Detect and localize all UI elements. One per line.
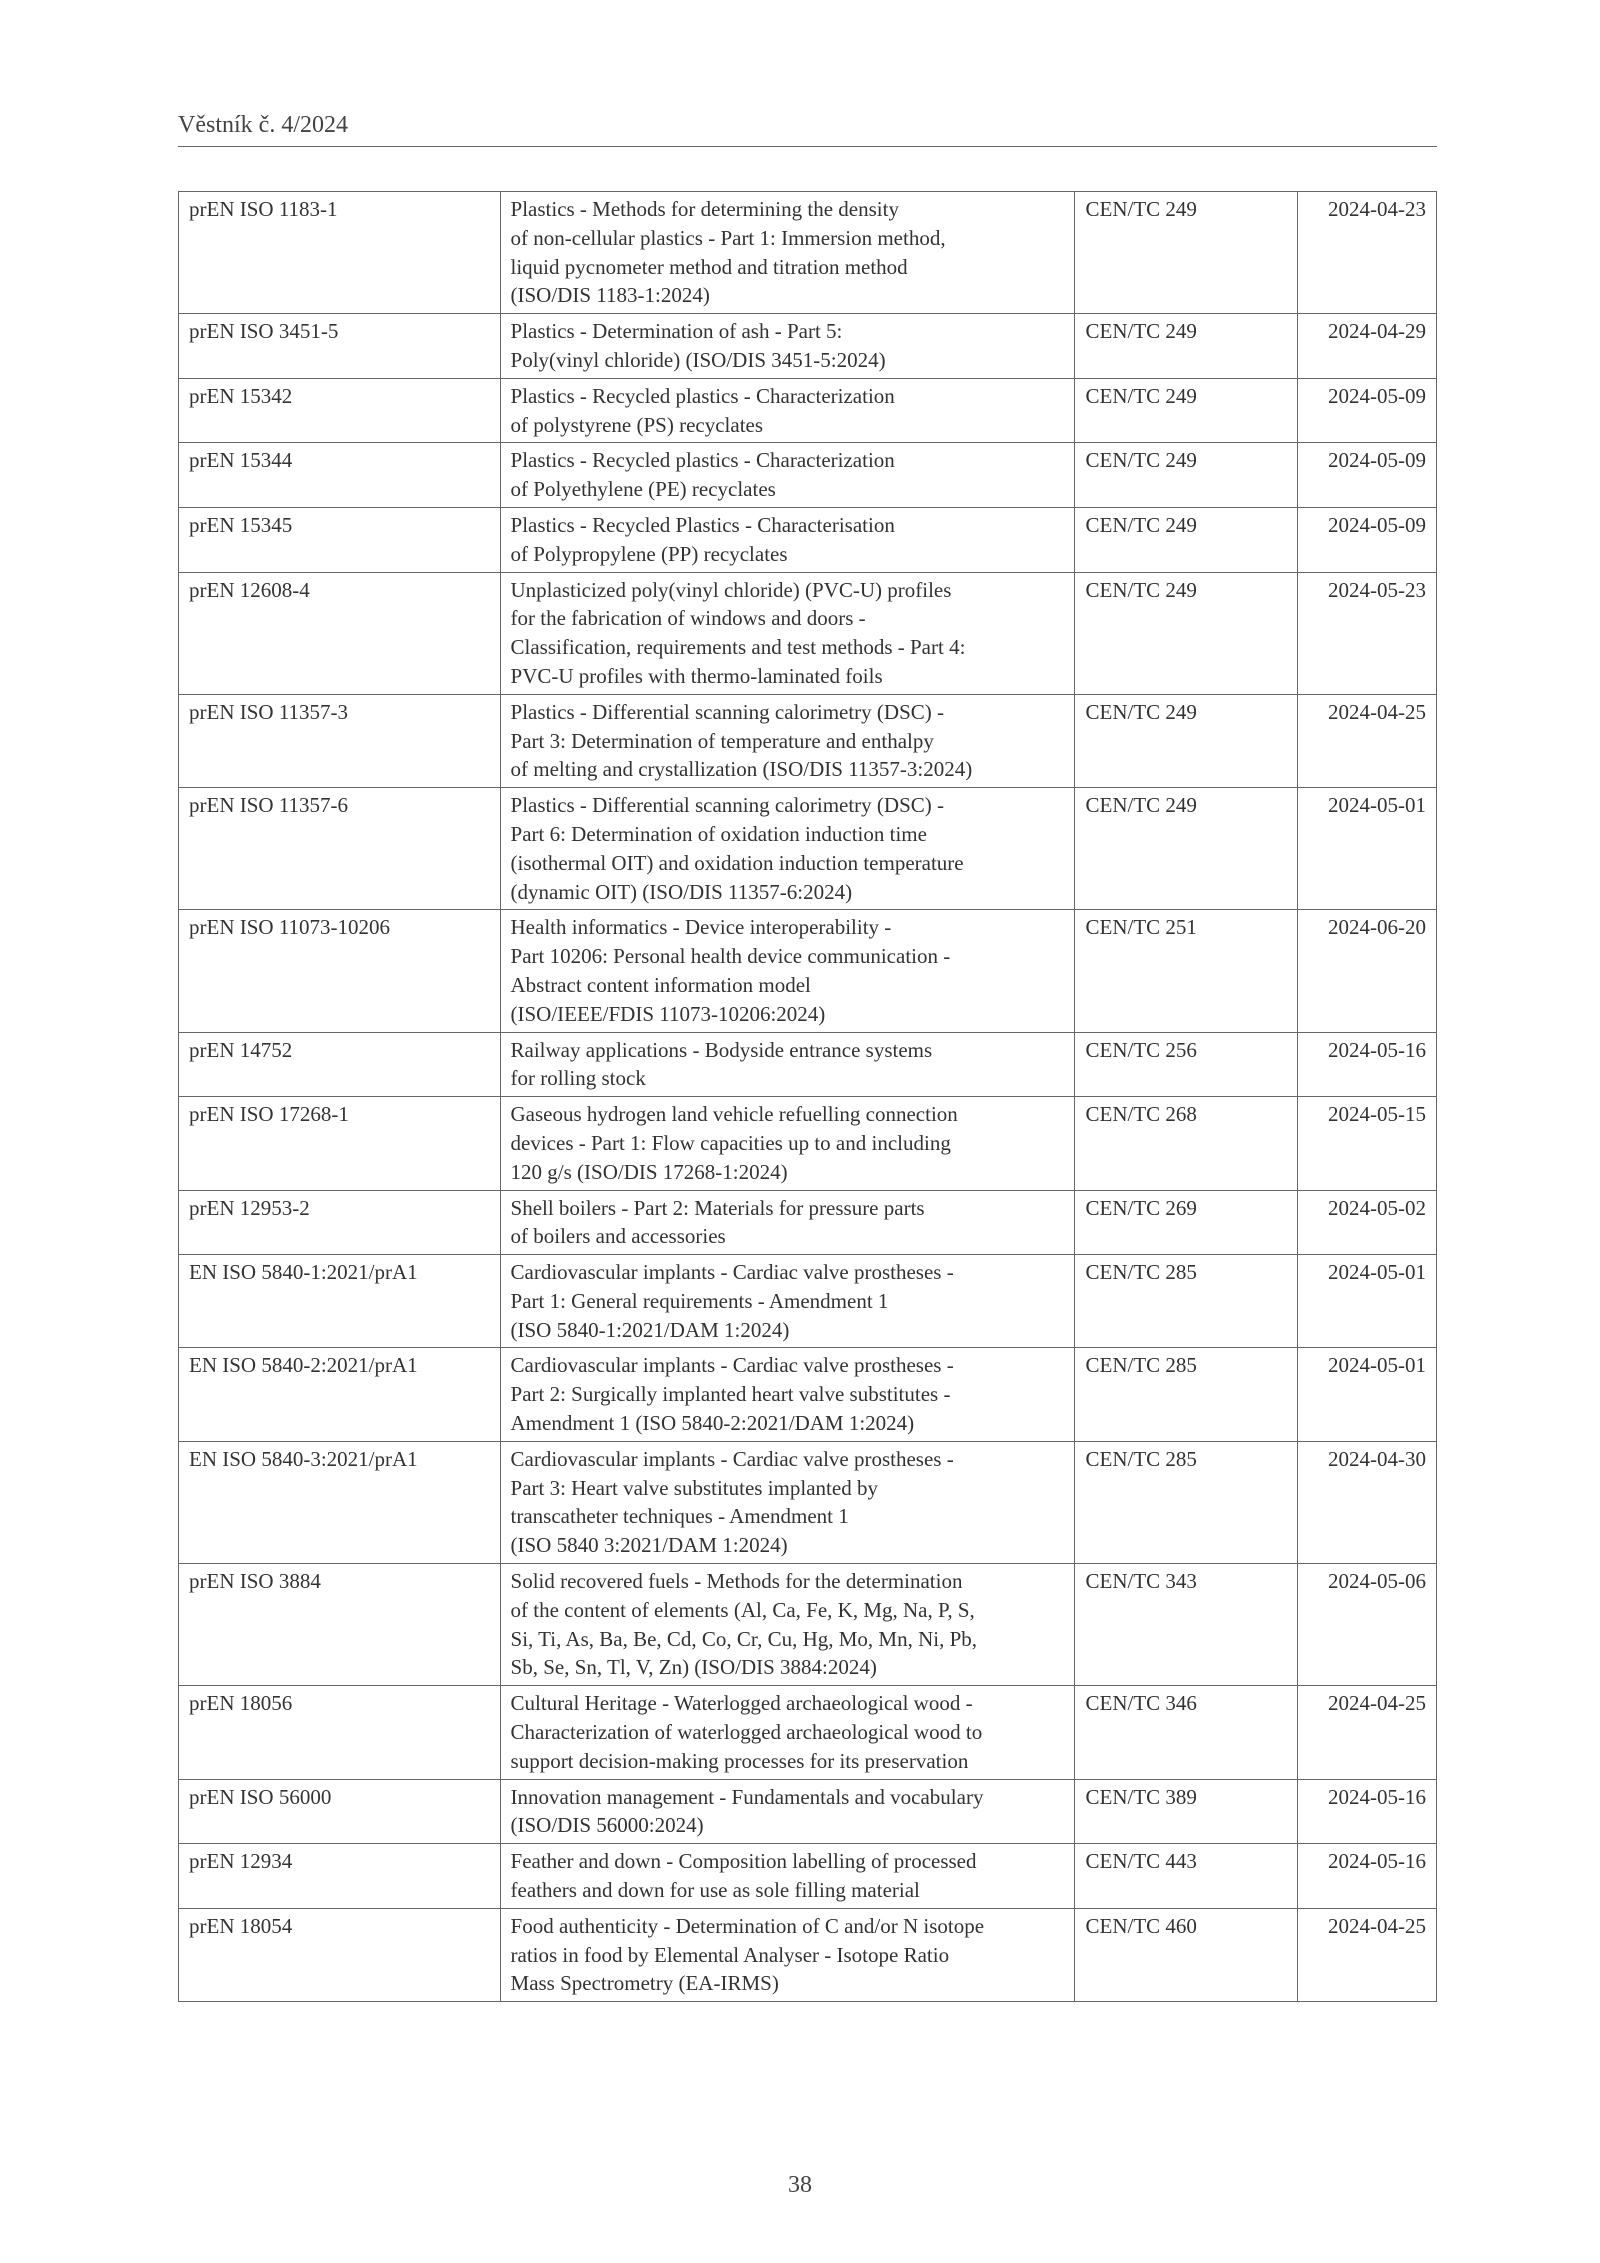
- table-row: [179, 192, 1437, 314]
- committee-cell: CEN/TC 460: [1075, 1908, 1298, 2001]
- table-row: [179, 1441, 1437, 1563]
- table-row: [179, 788, 1437, 910]
- committee-cell: CEN/TC 256: [1075, 1032, 1298, 1097]
- standard-title-cell: Innovation management - Fundamentals and vocabulary (ISO/DIS 56000:2024): [500, 1779, 1075, 1844]
- table-row: [179, 694, 1437, 787]
- standard-title-cell: Plastics - Differential scanning calorimetry (DSC) - Part 6: Determination of oxidation induction time (isothermal OIT) and oxidation induction temperature (dynamic OIT) (ISO/DIS 11357-6:2024): [500, 788, 1075, 910]
- standard-title-cell: Cardiovascular implants - Cardiac valve prostheses - Part 3: Heart valve substitutes implanted by transcatheter techniques - Amendment 1 (ISO 5840 3:2021/DAM 1:2024): [500, 1441, 1075, 1563]
- standard-code-cell: prEN ISO 3451-5: [179, 314, 501, 379]
- standard-title-cell: Plastics - Determination of ash - Part 5: Poly(vinyl chloride) (ISO/DIS 3451-5:2024): [500, 314, 1075, 379]
- standard-title-cell: Plastics - Recycled plastics - Characterization of polystyrene (PS) recyclates: [500, 378, 1075, 443]
- deadline-date-cell: 2024-05-16: [1298, 1032, 1437, 1097]
- deadline-date-cell: 2024-05-23: [1298, 572, 1437, 694]
- committee-cell: CEN/TC 249: [1075, 443, 1298, 508]
- standard-code-cell: EN ISO 5840-2:2021/prA1: [179, 1348, 501, 1441]
- committee-cell: CEN/TC 249: [1075, 694, 1298, 787]
- deadline-date-cell: 2024-04-25: [1298, 694, 1437, 787]
- standard-code-cell: prEN ISO 56000: [179, 1779, 501, 1844]
- deadline-date-cell: 2024-05-09: [1298, 507, 1437, 572]
- committee-cell: CEN/TC 389: [1075, 1779, 1298, 1844]
- deadline-date-cell: 2024-04-25: [1298, 1908, 1437, 2001]
- standard-title-cell: Gaseous hydrogen land vehicle refuelling connection devices - Part 1: Flow capacities up to and including 120 g/s (ISO/DIS 17268-1:2024): [500, 1097, 1075, 1190]
- standard-code-cell: prEN 18054: [179, 1908, 501, 2001]
- standard-code-cell: prEN ISO 11357-6: [179, 788, 501, 910]
- table-row: [179, 314, 1437, 379]
- running-header: Věstník č. 4/2024: [178, 112, 348, 138]
- standard-title-cell: Shell boilers - Part 2: Materials for pressure parts of boilers and accessories: [500, 1190, 1075, 1255]
- deadline-date-cell: 2024-04-29: [1298, 314, 1437, 379]
- deadline-date-cell: 2024-05-15: [1298, 1097, 1437, 1190]
- standard-title-cell: Unplasticized poly(vinyl chloride) (PVC-U) profiles for the fabrication of windows and doors - Classification, requirements and test methods - Part 4: PVC-U profiles with thermo-laminated foils: [500, 572, 1075, 694]
- deadline-date-cell: 2024-05-02: [1298, 1190, 1437, 1255]
- table-row: [179, 1348, 1437, 1441]
- table-row: [179, 1255, 1437, 1348]
- standard-title-cell: Cultural Heritage - Waterlogged archaeological wood - Characterization of waterlogged archaeological wood to support decision-making processes for its preservation: [500, 1686, 1075, 1779]
- page-number: 38: [788, 2172, 812, 2198]
- table-row: [179, 1564, 1437, 1686]
- table-row: [179, 1779, 1437, 1844]
- deadline-date-cell: 2024-04-30: [1298, 1441, 1437, 1563]
- standard-title-cell: Food authenticity - Determination of C and/or N isotope ratios in food by Elemental Analyser - Isotope Ratio Mass Spectrometry (EA-IRMS): [500, 1908, 1075, 2001]
- committee-cell: CEN/TC 249: [1075, 572, 1298, 694]
- committee-cell: CEN/TC 285: [1075, 1255, 1298, 1348]
- table-row: [179, 1097, 1437, 1190]
- committee-cell: CEN/TC 249: [1075, 192, 1298, 314]
- committee-cell: CEN/TC 285: [1075, 1348, 1298, 1441]
- deadline-date-cell: 2024-05-09: [1298, 443, 1437, 508]
- standard-code-cell: prEN 12934: [179, 1844, 501, 1909]
- committee-cell: CEN/TC 268: [1075, 1097, 1298, 1190]
- standard-code-cell: prEN 15344: [179, 443, 501, 508]
- standard-title-cell: Plastics - Differential scanning calorimetry (DSC) - Part 3: Determination of temperature and enthalpy of melting and crystallization (ISO/DIS 11357-3:2024): [500, 694, 1075, 787]
- table-row: [179, 1908, 1437, 2001]
- standard-code-cell: prEN 12953-2: [179, 1190, 501, 1255]
- deadline-date-cell: 2024-04-25: [1298, 1686, 1437, 1779]
- table-row: [179, 378, 1437, 443]
- committee-cell: CEN/TC 346: [1075, 1686, 1298, 1779]
- deadline-date-cell: 2024-05-09: [1298, 378, 1437, 443]
- standard-code-cell: EN ISO 5840-1:2021/prA1: [179, 1255, 501, 1348]
- table-row: [179, 443, 1437, 508]
- table-row: [179, 1686, 1437, 1779]
- standard-title-cell: Plastics - Recycled plastics - Characterization of Polyethylene (PE) recyclates: [500, 443, 1075, 508]
- deadline-date-cell: 2024-05-16: [1298, 1779, 1437, 1844]
- table-row: [179, 572, 1437, 694]
- deadline-date-cell: 2024-06-20: [1298, 910, 1437, 1032]
- standard-title-cell: Plastics - Recycled Plastics - Characterisation of Polypropylene (PP) recyclates: [500, 507, 1075, 572]
- standard-code-cell: prEN ISO 17268-1: [179, 1097, 501, 1190]
- committee-cell: CEN/TC 285: [1075, 1441, 1298, 1563]
- standard-code-cell: prEN 14752: [179, 1032, 501, 1097]
- standard-title-cell: Cardiovascular implants - Cardiac valve prostheses - Part 2: Surgically implanted heart valve substitutes - Amendment 1 (ISO 5840-2:2021/DAM 1:2024): [500, 1348, 1075, 1441]
- committee-cell: CEN/TC 249: [1075, 378, 1298, 443]
- standard-code-cell: EN ISO 5840-3:2021/prA1: [179, 1441, 501, 1563]
- table-row: [179, 1032, 1437, 1097]
- table-row: [179, 507, 1437, 572]
- committee-cell: CEN/TC 343: [1075, 1564, 1298, 1686]
- standard-title-cell: Solid recovered fuels - Methods for the determination of the content of elements (Al, Ca, Fe, K, Mg, Na, P, S, Si, Ti, As, Ba, Be, Cd, Co, Cr, Cu, Hg, Mo, Mn, Ni, Pb, Sb, Se, Sn, Tl, V, Zn) (ISO/DIS 3884:2024): [500, 1564, 1075, 1686]
- standard-title-cell: Feather and down - Composition labelling of processed feathers and down for use as sole filling material: [500, 1844, 1075, 1909]
- deadline-date-cell: 2024-05-06: [1298, 1564, 1437, 1686]
- standard-title-cell: Health informatics - Device interoperability - Part 10206: Personal health device communication - Abstract content information model (ISO/IEEE/FDIS 11073-10206:2024): [500, 910, 1075, 1032]
- committee-cell: CEN/TC 249: [1075, 507, 1298, 572]
- standard-code-cell: prEN 15345: [179, 507, 501, 572]
- standard-title-cell: Plastics - Methods for determining the density of non-cellular plastics - Part 1: Immersion method, liquid pycnometer method and titration method (ISO/DIS 1183-1:2024): [500, 192, 1075, 314]
- deadline-date-cell: 2024-05-01: [1298, 1348, 1437, 1441]
- table-row: [179, 1844, 1437, 1909]
- deadline-date-cell: 2024-05-16: [1298, 1844, 1437, 1909]
- committee-cell: CEN/TC 269: [1075, 1190, 1298, 1255]
- standards-table: [178, 191, 1437, 2002]
- table-row: [179, 1190, 1437, 1255]
- standard-code-cell: prEN ISO 1183-1: [179, 192, 501, 314]
- table-row: [179, 910, 1437, 1032]
- standard-code-cell: prEN 12608-4: [179, 572, 501, 694]
- committee-cell: CEN/TC 249: [1075, 788, 1298, 910]
- deadline-date-cell: 2024-05-01: [1298, 1255, 1437, 1348]
- header-rule: [178, 146, 1437, 147]
- committee-cell: CEN/TC 251: [1075, 910, 1298, 1032]
- standard-code-cell: prEN 15342: [179, 378, 501, 443]
- deadline-date-cell: 2024-05-01: [1298, 788, 1437, 910]
- standard-title-cell: Railway applications - Bodyside entrance systems for rolling stock: [500, 1032, 1075, 1097]
- deadline-date-cell: 2024-04-23: [1298, 192, 1437, 314]
- standard-code-cell: prEN ISO 11357-3: [179, 694, 501, 787]
- standard-code-cell: prEN ISO 11073-10206: [179, 910, 501, 1032]
- committee-cell: CEN/TC 249: [1075, 314, 1298, 379]
- standard-title-cell: Cardiovascular implants - Cardiac valve prostheses - Part 1: General requirements - Amendment 1 (ISO 5840-1:2021/DAM 1:2024): [500, 1255, 1075, 1348]
- committee-cell: CEN/TC 443: [1075, 1844, 1298, 1909]
- standard-code-cell: prEN 18056: [179, 1686, 501, 1779]
- standard-code-cell: prEN ISO 3884: [179, 1564, 501, 1686]
- standards-table-body: [179, 192, 1437, 2002]
